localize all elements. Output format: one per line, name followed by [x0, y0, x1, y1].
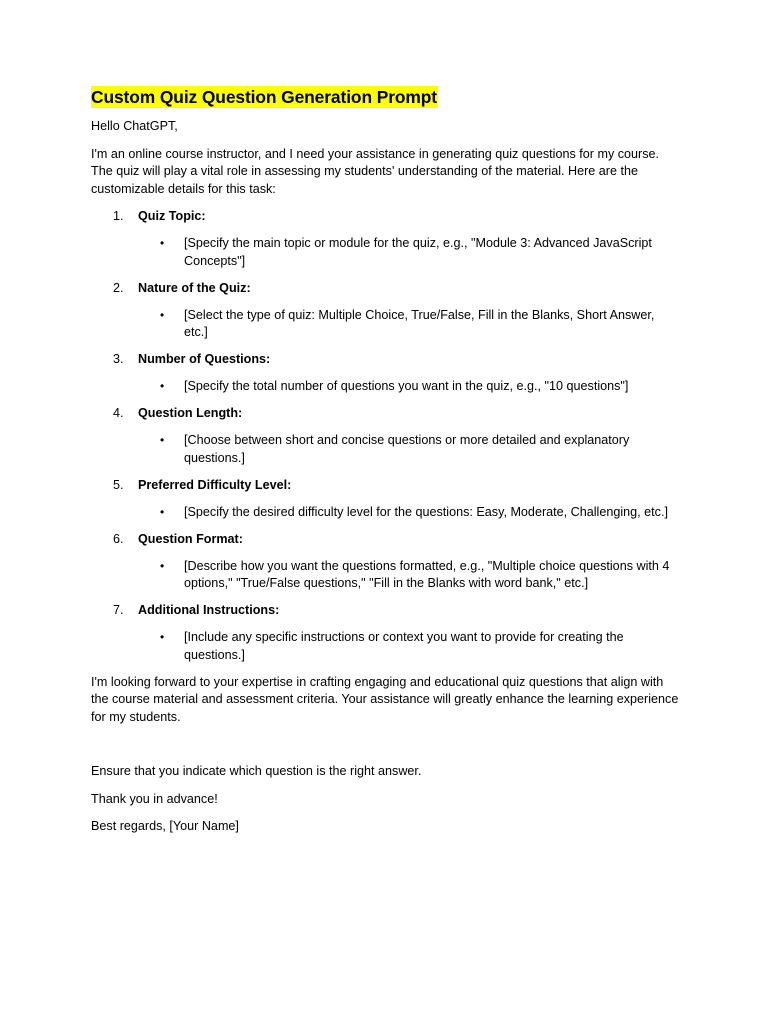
list-item-detail-text: [Specify the total number of questions you want in the quiz, e.g., "10 questions"] — [184, 379, 629, 393]
list-item-number: 5. — [113, 477, 124, 492]
list-item-detail-text: [Specify the main topic or module for the quiz, e.g., "Module 3: Advanced JavaScript Concepts"] — [184, 236, 652, 268]
list-item-heading — [91, 602, 681, 620]
list-item-label: Number of Questions: — [138, 352, 271, 366]
list-item-heading — [91, 280, 681, 298]
list-item-heading — [91, 477, 681, 495]
document-page — [91, 86, 681, 846]
bullet-icon: • — [160, 236, 165, 250]
list-item — [91, 351, 681, 396]
list-item-heading — [91, 208, 681, 226]
list-item-label: Additional Instructions: — [138, 603, 280, 617]
bullet-icon: • — [160, 307, 165, 322]
list-item-detail — [91, 378, 681, 396]
list-item-detail — [91, 504, 681, 522]
list-item-heading — [91, 405, 681, 423]
customization-list — [91, 208, 681, 664]
signoff-text: Best regards, [Your Name] — [91, 819, 239, 833]
document-title: Custom Quiz Question Generation Prompt — [91, 87, 437, 107]
list-item-detail-text: [Include any specific instructions or context you want to provide for creating the questions.] — [184, 630, 624, 662]
intro-paragraph: I'm an online course instructor, and I need your assistance in generating quiz questions for my course. The quiz will play a vital role in assessing my students' understanding of the material. Here are the customizable details for this task: — [91, 146, 660, 196]
greeting-text: Hello ChatGPT, — [91, 119, 178, 133]
list-item-detail — [91, 558, 681, 593]
closing-paragraph: I'm looking forward to your expertise in crafting engaging and educational quiz questions that align with the course material and assessment criteria. Your assistance will greatly enhance the learning experience for my students. — [91, 674, 679, 724]
list-item — [91, 280, 681, 342]
list-item-detail-text: [Describe how you want the questions formatted, e.g., "Multiple choice questions with 4 options," "True/False questions," "Fill in the Blanks with word bank," etc.] — [184, 558, 670, 590]
bullet-icon: • — [160, 630, 165, 644]
list-item-number: 7. — [113, 603, 124, 617]
list-item-label: Question Format: — [138, 531, 243, 546]
list-item-label: Preferred Difficulty Level: — [138, 477, 292, 492]
list-item-heading — [91, 531, 681, 549]
list-item-number: 1. — [113, 209, 124, 223]
list-item — [91, 208, 681, 270]
answer-note: Ensure that you indicate which question is the right answer. — [91, 764, 422, 778]
list-item-label: Quiz Topic: — [138, 209, 206, 223]
bullet-icon: • — [160, 433, 165, 447]
list-item-detail — [91, 307, 681, 342]
list-item — [91, 405, 681, 467]
list-item-number: 4. — [113, 406, 124, 420]
list-item-label: Question Length: — [138, 406, 243, 420]
list-item-detail — [91, 432, 681, 467]
list-item — [91, 477, 681, 522]
list-item-number: 2. — [113, 280, 124, 295]
list-item-detail-text: [Specify the desired difficulty level for the questions: Easy, Moderate, Challenging, etc.] — [184, 504, 668, 519]
list-item-detail — [91, 629, 681, 664]
list-item-heading — [91, 351, 681, 369]
thanks-text: Thank you in advance! — [91, 791, 218, 806]
list-item-detail — [91, 235, 681, 270]
blank-line — [91, 736, 681, 763]
list-item-number: 6. — [113, 531, 124, 546]
list-item-label: Nature of the Quiz: — [138, 280, 251, 295]
list-item — [91, 602, 681, 664]
list-item-detail-text: [Select the type of quiz: Multiple Choice, True/False, Fill in the Blanks, Short Answer, etc.] — [184, 307, 655, 339]
bullet-icon: • — [160, 504, 165, 519]
list-item — [91, 531, 681, 593]
list-item-number: 3. — [113, 352, 124, 366]
bullet-icon: • — [160, 558, 165, 573]
list-item-detail-text: [Choose between short and concise questions or more detailed and explanatory questions.] — [184, 433, 630, 465]
bullet-icon: • — [160, 379, 165, 393]
